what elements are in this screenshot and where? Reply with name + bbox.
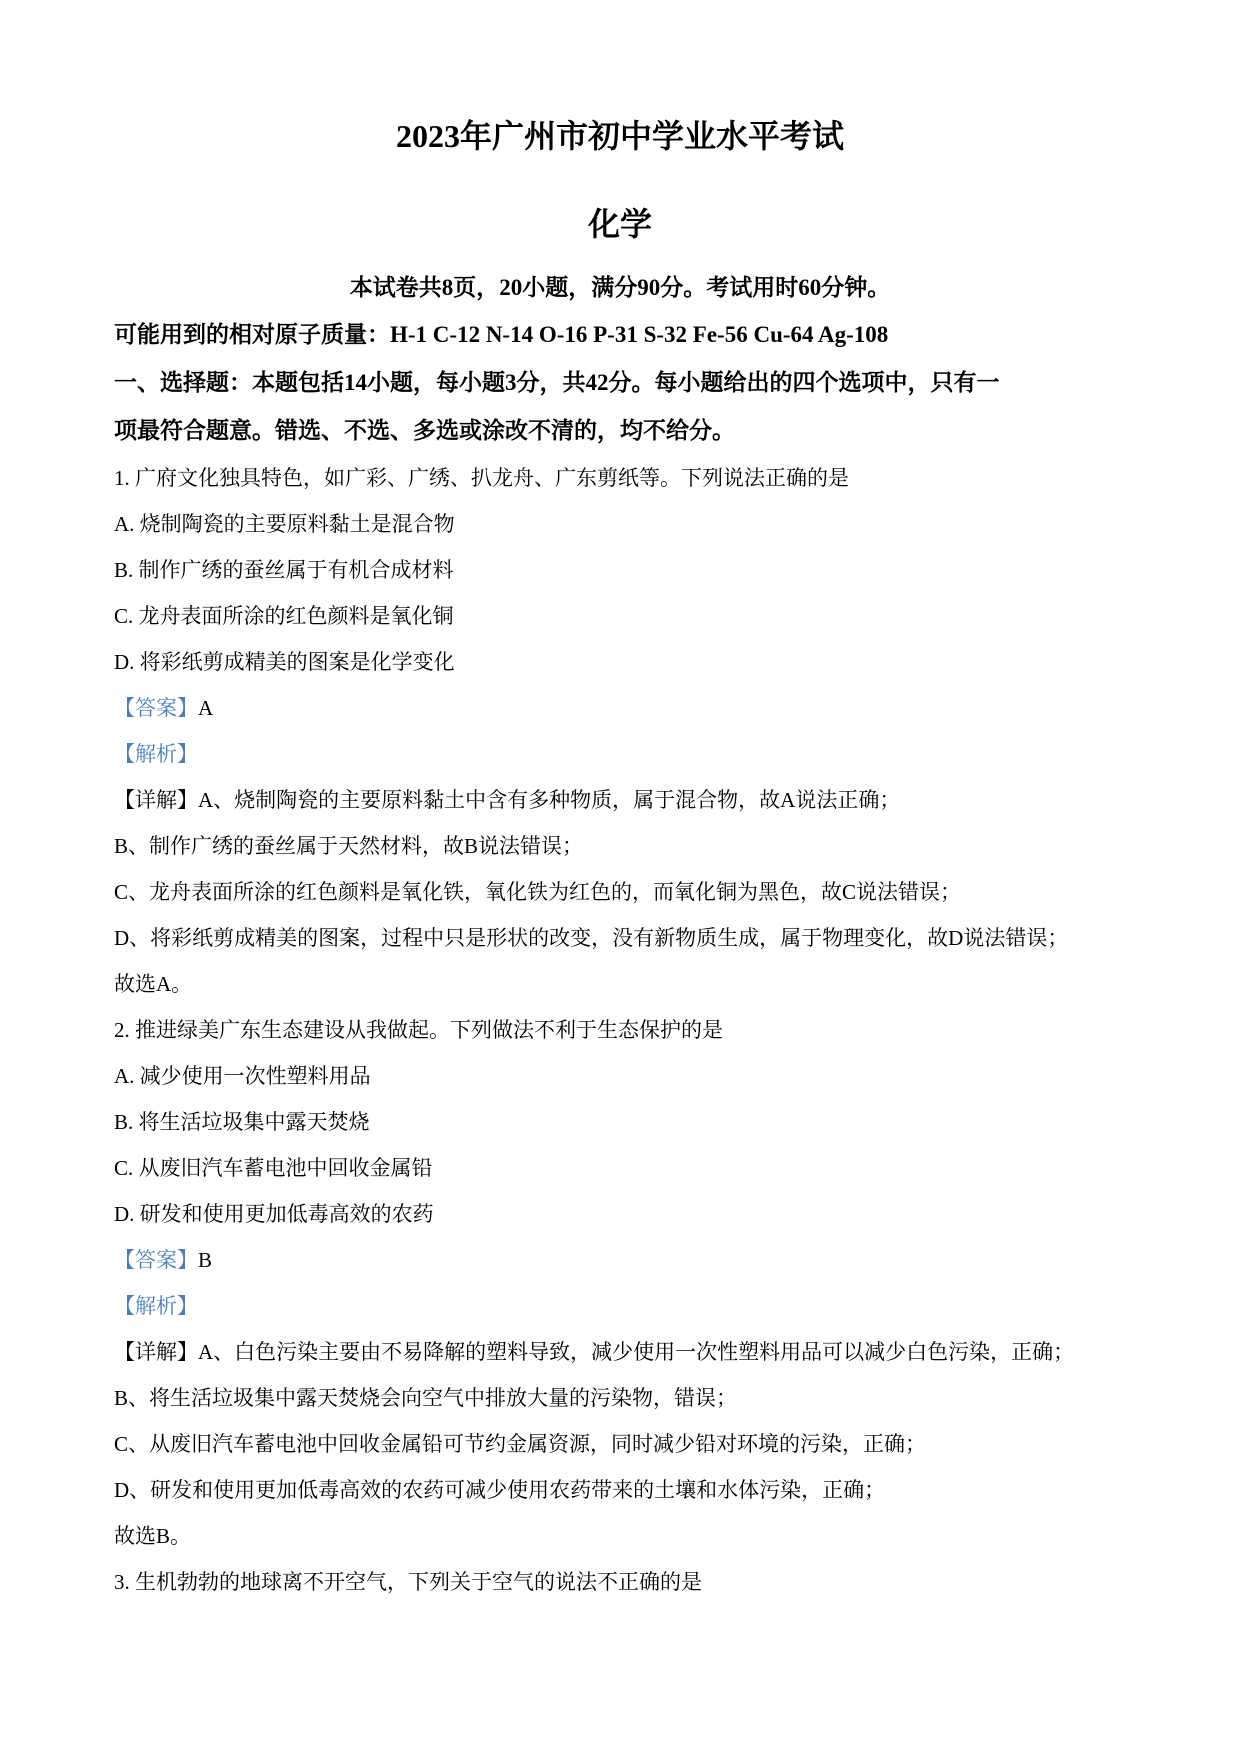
exam-info: 本试卷共8页，20小题，满分90分。考试用时60分钟。 <box>349 275 891 300</box>
question-1-detail-2: B、制作广绣的蚕丝属于天然材料，故B说法错误； <box>114 834 584 858</box>
question-1-option-a: A. 烧制陶瓷的主要原料黏土是混合物 <box>114 512 455 536</box>
exam-title: 2023年广州市初中学业水平考试 <box>395 118 844 154</box>
question-2-detail-1: 【详解】A、白色污染主要由不易降解的塑料导致，减少使用一次性塑料用品可以减少白色污染，正确； <box>114 1340 1075 1364</box>
question-2-option-d: D. 研发和使用更加低毒高效的农药 <box>114 1202 434 1226</box>
question-2-option-c: C. 从废旧汽车蓄电池中回收金属铅 <box>114 1156 433 1180</box>
question-2-detail-4: D、研发和使用更加低毒高效的农药可减少使用农药带来的土壤和水体污染，正确； <box>114 1478 886 1502</box>
atomic-masses: 可能用到的相对原子质量：H-1 C-12 N-14 O-16 P-31 S-32 Fe-56 Cu-64 Ag-108 <box>114 322 889 347</box>
question-1-analysis-tag: 【解析】 <box>114 742 198 766</box>
section-heading-line-1: 一、选择题：本题包括14小题，每小题3分，共42分。每小题给出的四个选项中，只有一 <box>114 370 1000 395</box>
question-1-detail-1: 【详解】A、烧制陶瓷的主要原料黏土中含有多种物质，属于混合物，故A说法正确； <box>114 788 901 812</box>
answer-tag: 【答案】 <box>114 696 198 720</box>
question-1-detail-3: C、龙舟表面所涂的红色颜料是氧化铁，氧化铁为红色的，而氧化铜为黑色，故C说法错误； <box>114 880 962 904</box>
question-1-option-c: C. 龙舟表面所涂的红色颜料是氧化铜 <box>114 604 454 628</box>
question-1-detail-4: D、将彩纸剪成精美的图案，过程中只是形状的改变，没有新物质生成，属于物理变化，故D说法错误； <box>114 926 1069 950</box>
question-2-detail-3: C、从废旧汽车蓄电池中回收金属铅可节约金属资源，同时减少铅对环境的污染，正确； <box>114 1432 927 1456</box>
question-1-answer-line <box>114 693 1134 723</box>
section-heading-line-2: 项最符合题意。错选、不选、多选或涂改不清的，均不给分。 <box>114 418 735 443</box>
answer-tag: 【答案】 <box>114 1248 198 1272</box>
answer-value: A <box>198 696 214 720</box>
question-2-option-a: A. 减少使用一次性塑料用品 <box>114 1064 371 1088</box>
question-1-option-d: D. 将彩纸剪成精美的图案是化学变化 <box>114 650 455 674</box>
question-1-stem: 1. 广府文化独具特色，如广彩、广绣、扒龙舟、广东剪纸等。下列说法正确的是 <box>114 466 849 490</box>
question-2-detail-2: B、将生活垃圾集中露天焚烧会向空气中排放大量的污染物，错误； <box>114 1386 738 1410</box>
question-2-option-b: B. 将生活垃圾集中露天焚烧 <box>114 1110 370 1134</box>
question-2-analysis-tag: 【解析】 <box>114 1294 198 1318</box>
subject-title: 化学 <box>587 206 652 242</box>
question-1-conclusion: 故选A。 <box>114 972 193 996</box>
question-2-stem: 2. 推进绿美广东生态建设从我做起。下列做法不利于生态保护的是 <box>114 1018 723 1042</box>
question-2-answer-line <box>114 1245 1134 1275</box>
answer-value: B <box>198 1248 213 1272</box>
question-2-conclusion: 故选B。 <box>114 1524 192 1548</box>
question-3-stem: 3. 生机勃勃的地球离不开空气，下列关于空气的说法不正确的是 <box>114 1570 702 1594</box>
question-1-option-b: B. 制作广绣的蚕丝属于有机合成材料 <box>114 558 454 582</box>
